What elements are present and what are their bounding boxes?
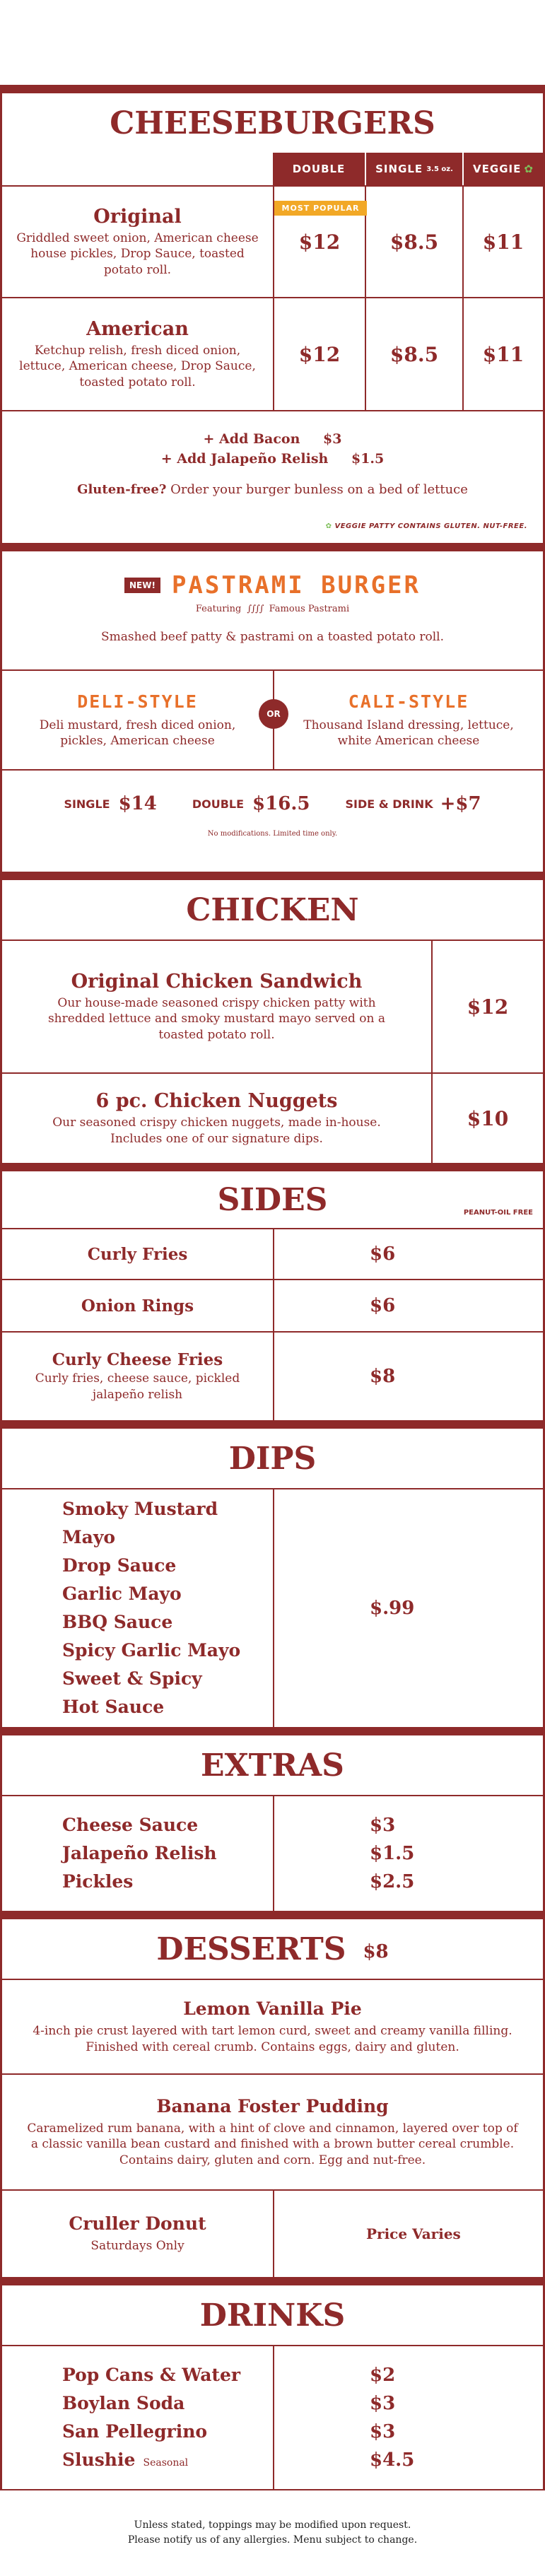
side-price-value: $8 (370, 1366, 396, 1387)
dip-item: Hot Sauce (62, 1697, 165, 1717)
price-veggie (462, 187, 543, 297)
drink-note: Seasonal (143, 2457, 189, 2469)
menu (0, 85, 545, 2490)
cruller-info (2, 2191, 273, 2277)
dips-row (2, 1488, 543, 1727)
divider (2, 1420, 543, 1427)
extra-price: $2.5 (370, 1871, 415, 1892)
dessert-name: Lemon Vanilla Pie (183, 1998, 362, 2020)
combo-label: SIDE & DRINK (345, 797, 433, 811)
price-double (273, 187, 365, 297)
new-badge: NEW! (124, 578, 160, 593)
or-badge: OR (259, 699, 288, 729)
addon-label: + Add Jalapeño Relish (160, 451, 329, 467)
single-price: $14 (118, 793, 157, 814)
col-veggie-label: VEGGIE (473, 163, 522, 175)
col-double: DOUBLE (273, 153, 365, 185)
drink-item: San Pellegrino (62, 2421, 208, 2442)
chicken-desc: Our house-made seasoned crispy chicken patty with shredded lettuce and smoky mustard mayo served on a toasted potato roll. (47, 996, 386, 1042)
veggie-note-text: VEGGIE PATTY CONTAINS GLUTEN. NUT-FREE. (334, 522, 527, 530)
dip-item: Sweet & Spicy (62, 1668, 202, 1689)
burger-desc: Ketchup relish, fresh diced onion, lettuce, American cheese, Drop Sauce, toasted potato roll. (19, 344, 256, 390)
pastrami-prices (64, 793, 481, 814)
drink-item: Slushie (62, 2449, 136, 2470)
dips-price (273, 1489, 543, 1727)
dessert-row-cruller (2, 2189, 543, 2277)
desserts-header (2, 1918, 543, 1979)
burger-row-american (2, 297, 543, 410)
dip-item: Drop Sauce (62, 1555, 177, 1576)
cruller-name: Cruller Donut (69, 2213, 206, 2235)
gluten-label: Gluten-free? (77, 482, 167, 497)
dip-item: BBQ Sauce (62, 1612, 173, 1632)
brand-logo-icon: ∫∫∫∫ (247, 604, 264, 614)
chicken-price-value: $12 (467, 995, 509, 1019)
featuring-brand: Famous Pastrami (269, 604, 350, 614)
burger-addons (2, 410, 543, 543)
leaf-icon: ✿ (325, 522, 332, 530)
burger-name: Original (93, 206, 182, 228)
burger-name: American (86, 318, 189, 341)
col-single (365, 153, 462, 185)
cali-desc: Thousand Island dressing, lettuce, white American cheese (303, 718, 514, 748)
veggie-note (326, 522, 527, 530)
cruller-note: Saturdays Only (90, 2239, 184, 2254)
col-veggie (462, 153, 543, 185)
side-name-text: Curly Fries (87, 1244, 188, 1264)
addon-bacon (204, 431, 342, 447)
extras-header (2, 1734, 543, 1795)
divider (2, 543, 543, 550)
burger-row-original (2, 185, 543, 297)
cheeseburgers-header (2, 92, 543, 153)
divider (2, 2277, 543, 2284)
leaf-icon: ✿ (524, 163, 534, 175)
side-price-value: $6 (370, 1295, 396, 1316)
gluten-text: Order your burger bunless on a bed of lettuce (170, 482, 468, 497)
desserts-price: $8 (363, 1941, 389, 1962)
extra-price: $3 (370, 1815, 396, 1836)
chicken-header (2, 879, 543, 939)
side-price (273, 1333, 543, 1420)
combo-price: +$7 (440, 793, 481, 814)
drinks-header (2, 2284, 543, 2345)
double-label: DOUBLE (192, 797, 245, 811)
cali-title: CALI-STYLE (348, 691, 469, 712)
chicken-row-sandwich (2, 939, 543, 1072)
side-price (273, 1229, 543, 1279)
extras-row (2, 1795, 543, 1911)
single-label: SINGLE (64, 797, 110, 811)
addon-jalapeno (161, 451, 385, 467)
price-single (365, 187, 462, 297)
burger-info (2, 298, 273, 410)
drink-item: Pop Cans & Water (62, 2365, 241, 2385)
cruller-price (273, 2191, 543, 2277)
side-desc: Curly fries, cheese sauce, pickled jalapeño relish (35, 1371, 240, 1402)
side-price-value: $6 (370, 1243, 396, 1265)
pastrami-header (2, 550, 543, 669)
divider (2, 1911, 543, 1918)
sides-note: PEANUT-OIL FREE (463, 1209, 533, 1217)
price-veggie-value: $11 (482, 230, 525, 254)
chicken-name: 6 pc. Chicken Nuggets (95, 1090, 338, 1113)
pastrami-styles (2, 669, 543, 769)
dip-item: Spicy Garlic Mayo (62, 1640, 241, 1661)
pastrami-title: PASTRAMI BURGER (171, 571, 421, 599)
pastrami-title-row (124, 571, 421, 599)
side-name-text: Onion Rings (81, 1296, 194, 1316)
drink-price: $3 (370, 2421, 396, 2442)
price-double-value: $12 (298, 230, 341, 254)
col-single-label: SINGLE (375, 163, 423, 175)
chicken-info (2, 941, 431, 1072)
price-single-value: $8.5 (389, 230, 439, 254)
col-single-note: 3.5 oz. (426, 165, 453, 173)
addon-label: + Add Bacon (203, 431, 300, 447)
chicken-price (431, 941, 543, 1072)
most-popular-badge: MOST POPULAR (274, 201, 367, 216)
sides-title: SIDES (217, 1181, 328, 1218)
burger-desc: Griddled sweet onion, American cheese house pickles, Drop Sauce, toasted potato roll. (16, 231, 259, 277)
drinks-list (2, 2346, 273, 2489)
sides-header (2, 1170, 543, 1228)
dip-item: Smoky Mustard Mayo (62, 1499, 218, 1547)
pastrami-featuring (196, 604, 349, 614)
dip-item: Garlic Mayo (62, 1583, 182, 1604)
deli-title: DELI-STYLE (77, 691, 198, 712)
pastrami-note: No modifications. Limited time only. (207, 830, 338, 838)
extra-item: Cheese Sauce (62, 1815, 199, 1835)
drink-item-slushie (62, 2446, 273, 2474)
dessert-desc: 4-inch pie crust layered with tart lemon curd, sweet and creamy vanilla filling. Finished with cereal crumb. Contains eggs, dairy and gluten. (33, 2024, 512, 2054)
dips-price-value: $.99 (370, 1598, 415, 1619)
drinks-row (2, 2345, 543, 2490)
cheeseburgers-title: CHEESEBURGERS (110, 105, 435, 141)
chicken-title: CHICKEN (186, 891, 359, 928)
divider (2, 85, 543, 92)
pastrami-pricing (2, 769, 543, 872)
cruller-price-value: Price Varies (366, 2225, 461, 2242)
drink-price: $3 (370, 2393, 396, 2414)
extras-prices (273, 1796, 543, 1911)
price-veggie (462, 298, 543, 410)
side-name (2, 1333, 273, 1420)
featuring-label: Featuring (195, 604, 242, 614)
dessert-row (2, 1979, 543, 2073)
drinks-prices (273, 2346, 543, 2489)
divider (2, 1727, 543, 1734)
addon-price: $3 (323, 431, 342, 447)
footer-line-1: Unless stated, toppings may be modified upon request. (134, 2519, 411, 2531)
extras-title: EXTRAS (201, 1747, 344, 1784)
side-price (273, 1280, 543, 1331)
dips-header (2, 1427, 543, 1488)
footer (0, 2518, 545, 2548)
divider (2, 872, 543, 879)
dessert-row (2, 2073, 543, 2189)
side-name (2, 1280, 273, 1331)
extra-item: Pickles (62, 1871, 134, 1892)
chicken-info (2, 1074, 431, 1163)
cali-style (273, 671, 543, 769)
drinks-title: DRINKS (199, 2297, 346, 2334)
double-price: $16.5 (252, 793, 310, 814)
pastrami-desc: Smashed beef patty & pastrami on a toasted potato roll. (100, 630, 445, 644)
chicken-desc: Our seasoned crispy chicken nuggets, made in-house. Includes one of our signature dips. (52, 1116, 381, 1146)
divider (2, 1163, 543, 1170)
price-double (273, 298, 365, 410)
deli-style (2, 671, 273, 769)
chicken-price-value: $10 (467, 1106, 509, 1130)
chicken-price (431, 1074, 543, 1163)
drink-price: $2 (370, 2365, 396, 2386)
burger-info (2, 187, 273, 297)
side-row (2, 1228, 543, 1279)
footer-line-2: Please notify us of any allergies. Menu subject to change. (127, 2534, 418, 2546)
deli-desc: Deli mustard, fresh diced onion, pickles, American cheese (39, 718, 236, 748)
desserts-title: DESSERTS (156, 1931, 346, 1967)
chicken-row-nuggets (2, 1072, 543, 1163)
price-single (365, 298, 462, 410)
price-double-value: $12 (298, 342, 341, 366)
dessert-name: Banana Foster Pudding (156, 2096, 389, 2117)
drink-item: Boylan Soda (62, 2393, 185, 2413)
dips-list (2, 1489, 273, 1727)
chicken-name: Original Chicken Sandwich (71, 971, 363, 993)
price-single-value: $8.5 (389, 342, 439, 366)
extras-list (2, 1796, 273, 1911)
dessert-desc: Caramelized rum banana, with a hint of clove and cinnamon, layered over top of a classic vanilla bean custard and finished with a brown butter cereal crumble. Contains dairy, gluten and corn. Egg and nut-free. (27, 2121, 518, 2167)
extra-price: $1.5 (370, 1843, 415, 1864)
side-row (2, 1279, 543, 1331)
gluten-free-note (77, 482, 468, 497)
side-row (2, 1331, 543, 1420)
side-name (2, 1229, 273, 1279)
burger-column-headers (2, 153, 543, 185)
extra-item: Jalapeño Relish (62, 1843, 217, 1863)
side-name-text: Curly Cheese Fries (52, 1350, 223, 1370)
addon-price: $1.5 (351, 451, 385, 467)
drink-price: $4.5 (370, 2449, 415, 2471)
price-veggie-value: $11 (482, 342, 525, 366)
dips-title: DIPS (228, 1440, 317, 1477)
